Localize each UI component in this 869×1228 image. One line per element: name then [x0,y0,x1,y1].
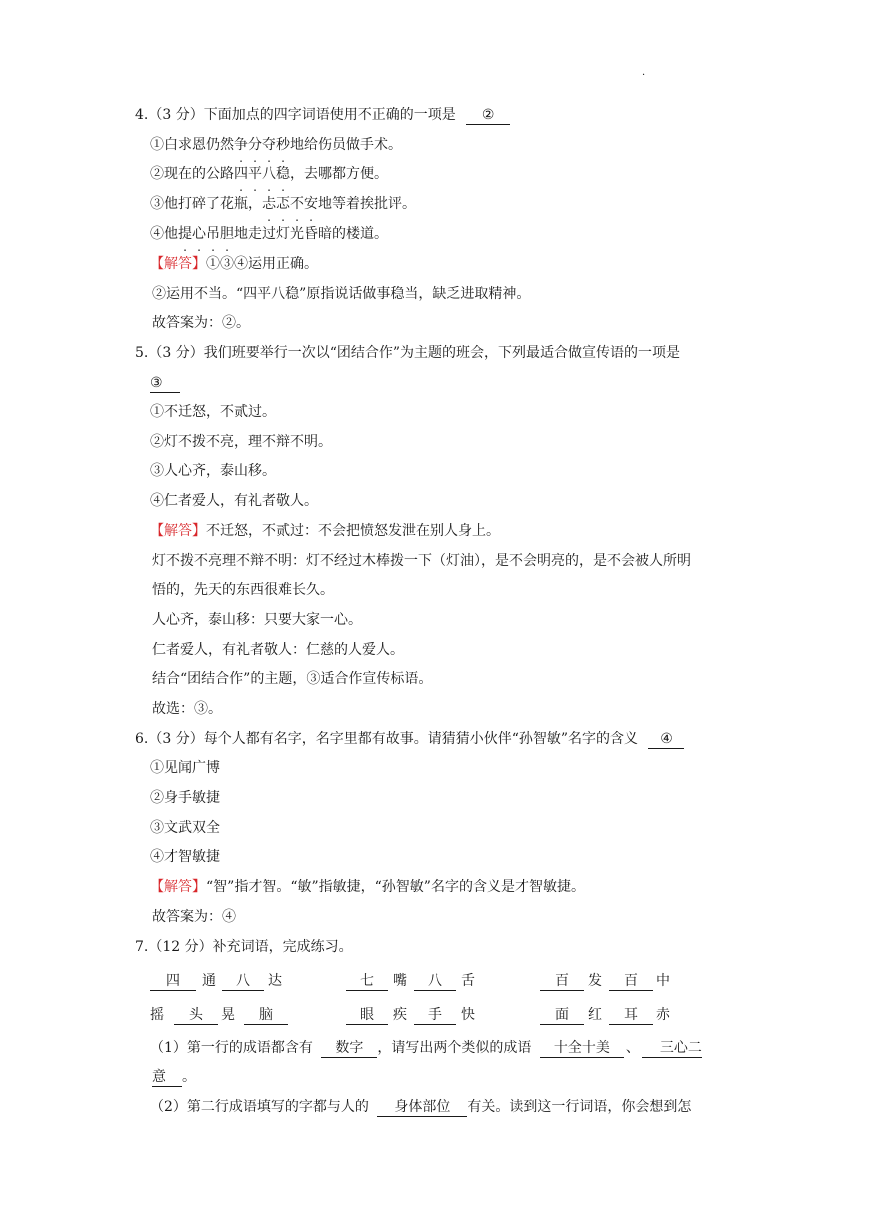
q4-option-2-post: ，去哪都方便。 [290,166,388,182]
q5-option-1: ①不迁怒，不贰过。 [150,404,276,420]
dotted-char: 心 [192,226,206,242]
dotted-char: 稳 [276,166,290,182]
q7-sub2-text: 有关。读到这一行词语，你会想到怎 [467,1099,692,1115]
q4-option-1-pre: ①白求恩仍然 [150,137,234,153]
idiom-blank: 四 [150,971,196,991]
q4-option-2-pre: ②现在的公路 [150,166,234,182]
idiom-blank: 百 [540,971,584,991]
q5-option-3: ③人心齐，泰山移。 [150,463,276,479]
q7-sub1-answer: 数字 [321,1039,377,1058]
q6-stem-text: 6.（3 分）每个人都有名字，名字里都有故事。请猜猜小伙伴“孙智敏”名字的含义 [135,731,639,747]
q4-stem [135,105,510,125]
q4-option-4-pre: ④他 [150,226,178,242]
q4-final-answer: 故答案为：②。 [152,315,250,331]
idiom-char: 达 [268,973,282,989]
idiom-char: 赤 [656,1007,670,1023]
q7-sub1-answer3-cont: 意 [152,1068,182,1087]
idiom-blank: 八 [222,971,264,991]
q7-sub2-answer: 身体部位 [377,1098,467,1117]
q5-explain-line: 人心齐，泰山移：只要大家一心。 [152,612,362,628]
q7-sub2 [150,1097,691,1117]
q7-sub1-end: 。 [182,1069,196,1085]
q5-explain-line: 悟的，先天的东西很难长久。 [152,582,334,598]
dotted-char: 忐 [262,196,276,212]
dotted-char: 吊 [206,226,220,242]
idiom-char: 快 [461,1007,475,1023]
idiom-char: 疾 [393,1007,407,1023]
q4-answer: ② [466,106,510,125]
q5-stem: 5.（3 分）我们班要举行一次以“团结合作”为主题的班会，下列最适合做宣传语的一项是 [135,345,681,361]
q5-answer: ③ [150,374,180,393]
q5-option-4: ④仁者爱人，有礼者敬人。 [150,493,318,509]
q6-option-1: ①见闻广博 [150,760,220,776]
q7-sub1-text: （1）第一行的成语都含有 [150,1040,313,1056]
idiom-blank: 七 [346,971,388,991]
q4-explain-line: ②运用不当。“四平八稳”原指说话做事稳当，缺乏进取精神。 [152,286,531,302]
q7-stem: 7.（12 分）补充词语，完成练习。 [135,939,353,955]
dotted-char: 争 [234,137,248,153]
q5-final-answer: 故选：③。 [152,701,222,717]
q4-option-1 [150,135,402,155]
idiom-char: 发 [588,973,602,989]
q4-option-2 [150,164,388,184]
idiom-blank: 八 [414,971,456,991]
idiom-char: 舌 [461,973,475,989]
idiom-blank: 脑 [244,1005,288,1025]
q4-option-4-post: 地走过灯光昏暗的楼道。 [234,226,388,242]
q5-explain-line [150,521,500,541]
dotted-char: 忑 [276,196,290,212]
dotted-char: 八 [262,166,276,182]
dotted-char: 夺 [262,137,276,153]
q7-sub1-answer3: 三心二 [642,1039,702,1058]
q4-option-1-post: 地给伤员做手术。 [290,137,402,153]
dotted-char: 胆 [220,226,234,242]
idiom-blank: 眼 [346,1005,388,1025]
q4-explain-line [150,254,318,274]
idiom-blank: 百 [609,971,653,991]
idiom-blank: 头 [174,1005,218,1025]
q4-stem-text: 4.（3 分）下面加点的四字词语使用不正确的一项是 [135,107,456,123]
dotted-char: 分 [248,137,262,153]
q5-explain-text: 不迁怒，不贰过：不会把愤怒发泄在别人身上。 [206,523,500,539]
idiom-char: 晃 [221,1007,235,1023]
q6-option-2: ②身手敏捷 [150,790,220,806]
q6-final-answer: 故答案为：④ [152,909,236,925]
idiom-char: 红 [588,1007,602,1023]
q6-option-4: ④才智敏捷 [150,849,220,865]
q4-explain-text: ①③④运用正确。 [206,256,318,272]
idiom-char: 中 [656,973,670,989]
q4-option-3 [150,194,416,214]
q6-explain-text: “智”指才智。“敏”指敏捷，“孙智敏”名字的含义是才智敏捷。 [206,879,585,895]
q6-explain-line [150,877,585,897]
q6-stem [135,729,684,749]
q6-option-3: ③文武双全 [150,820,220,836]
idiom-char: 摇 [150,1007,164,1023]
header-mark: · [642,70,646,81]
q4-option-4 [150,224,388,244]
idiom-blank: 面 [540,1005,584,1025]
dotted-char: 安 [304,196,318,212]
q5-option-2: ②灯不拨不亮，理不辩不明。 [150,434,332,450]
q6-answer: ④ [648,730,684,749]
q5-explain-line: 灯不拨不亮理不辩不明：灯不经过木棒拨一下（灯油），是不会明亮的，是不会被人所明 [152,553,691,569]
q7-sub1 [150,1038,702,1058]
q7-sub1-text: ，请写出两个类似的成语 [377,1040,532,1056]
q7-sub1-cont [152,1067,196,1087]
idiom-blank: 手 [414,1005,456,1025]
dotted-char: 不 [290,196,304,212]
idiom-char: 通 [202,973,216,989]
answer-label: 【解答】 [150,523,206,539]
idiom-char: 嘴 [393,973,407,989]
dotted-char: 平 [248,166,262,182]
q4-option-3-post: 地等着挨批评。 [318,196,416,212]
dotted-char: 提 [178,226,192,242]
idiom-blank: 耳 [609,1005,653,1025]
q7-sub2-text: （2）第二行成语填写的字都与人的 [150,1099,369,1115]
q5-answer-line [150,373,180,393]
q7-sub1-sep: 、 [625,1040,640,1056]
q4-option-3-pre: ③他打碎了花瓶， [150,196,262,212]
answer-label: 【解答】 [150,256,206,272]
dotted-char: 秒 [276,137,290,153]
answer-label: 【解答】 [150,879,206,895]
q5-explain-line: 结合“团结合作”的主题，③适合作宣传标语。 [152,671,433,687]
q5-explain-line: 仁者爱人，有礼者敬人：仁慈的人爱人。 [152,642,404,658]
dotted-char: 四 [234,166,248,182]
q7-sub1-answer2: 十全十美 [540,1039,624,1058]
